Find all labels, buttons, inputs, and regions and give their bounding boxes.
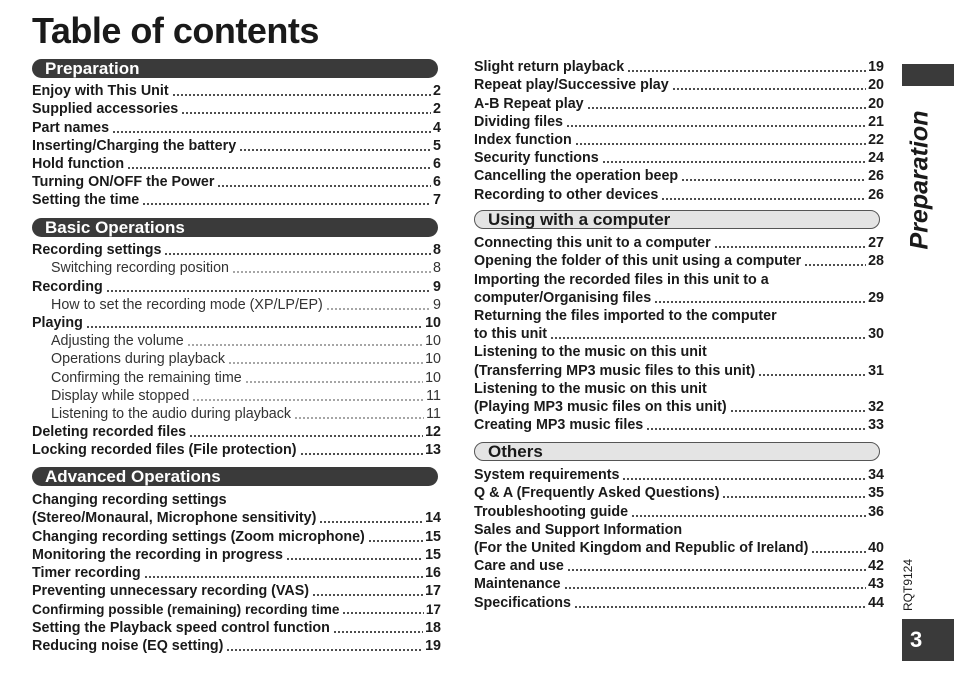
preparation-list: [32, 81, 441, 208]
side-section-label: Preparation: [905, 110, 934, 250]
toc-entry[interactable]: Supplied accessories 2: [32, 101, 441, 118]
toc-subentry[interactable]: Switching recording position 8: [51, 260, 441, 277]
toc-entry[interactable]: Slight return playback 19: [474, 59, 884, 76]
section-header-preparation: Preparation: [32, 59, 438, 78]
toc-subentry[interactable]: How to set the recording mode (XP/LP/EP) 9: [51, 296, 441, 313]
toc-entry[interactable]: Changing recording settings (Zoom microphone) 15: [32, 528, 441, 545]
toc-subentry[interactable]: Confirming the remaining time 10: [51, 369, 441, 386]
toc-entry[interactable]: A-B Repeat play 20: [474, 95, 884, 112]
document-code: RQT9124: [901, 558, 915, 612]
toc-entry[interactable]: Troubleshooting guide 36: [474, 503, 884, 520]
toc-entry[interactable]: System requirements 34: [474, 467, 884, 484]
basic-operations-list: [32, 240, 441, 458]
toc-entry[interactable]: Recording 9: [32, 278, 441, 295]
toc-entry[interactable]: to this unit 30: [474, 326, 884, 343]
toc-entry-heading: Listening to the music on this unit: [474, 380, 707, 397]
toc-subentry[interactable]: Listening to the audio during playback 11: [51, 405, 441, 422]
advanced-operations-list: [32, 490, 441, 654]
toc-entry[interactable]: computer/Organising files 29: [474, 289, 884, 306]
toc-entry[interactable]: (Playing MP3 music files on this unit) 32: [474, 398, 884, 415]
playback-list: [474, 57, 884, 203]
toc-entry[interactable]: Security functions 24: [474, 150, 884, 167]
toc-entry[interactable]: Preventing unnecessary recording (VAS) 17: [32, 583, 441, 600]
toc-entry[interactable]: Inserting/Charging the battery 5: [32, 137, 441, 154]
toc-entry-heading: Changing recording settings: [32, 492, 227, 509]
toc-subentry[interactable]: Adjusting the volume 10: [51, 333, 441, 350]
toc-entry[interactable]: Deleting recorded files 12: [32, 424, 441, 441]
toc-entry[interactable]: Reducing noise (EQ setting) 19: [32, 637, 441, 654]
toc-entry[interactable]: Dividing files 21: [474, 113, 884, 130]
toc-entry[interactable]: Setting the Playback speed control function 18: [32, 619, 441, 636]
toc-entry[interactable]: Timer recording 16: [32, 564, 441, 581]
toc-entry[interactable]: Opening the folder of this unit using a computer 28: [474, 253, 884, 270]
others-list: [474, 465, 884, 611]
toc-entry-heading: Returning the files imported to the computer: [474, 307, 777, 324]
toc-entry[interactable]: Recording settings 8: [32, 242, 441, 259]
toc-entry[interactable]: Part names 4: [32, 119, 441, 136]
toc-entry[interactable]: Repeat play/Successive play 20: [474, 77, 884, 94]
toc-subentry[interactable]: Operations during playback 10: [51, 351, 441, 368]
toc-entry-heading: Listening to the music on this unit: [474, 344, 707, 361]
toc-entry-heading: Sales and Support Information: [474, 521, 683, 538]
toc-entry[interactable]: Hold function 6: [32, 155, 441, 172]
toc-entry[interactable]: Maintenance 43: [474, 576, 884, 593]
toc-entry[interactable]: (Transferring MP3 music files to this unit) 31: [474, 362, 884, 379]
side-tab-marker: [902, 64, 954, 86]
toc-entry[interactable]: Index function 22: [474, 131, 884, 148]
toc-entry[interactable]: Locking recorded files (File protection) 13: [32, 442, 441, 459]
toc-entry[interactable]: Recording to other devices 26: [474, 186, 884, 203]
section-header-others: Others: [474, 442, 880, 461]
toc-entry[interactable]: Care and use 42: [474, 558, 884, 575]
toc-subentry[interactable]: Display while stopped 11: [51, 387, 441, 404]
toc-entry[interactable]: Confirming possible (remaining) recording time 17: [32, 602, 441, 618]
page-number-tab: [902, 619, 954, 661]
toc-entry[interactable]: Monitoring the recording in progress 15: [32, 546, 441, 563]
section-header-basic-operations: Basic Operations: [32, 218, 438, 237]
toc-entry[interactable]: Playing 10: [32, 314, 441, 331]
toc-entry[interactable]: (Stereo/Monaural, Microphone sensitivity) 14: [32, 510, 441, 527]
toc-entry[interactable]: Specifications 44: [474, 594, 884, 611]
toc-entry[interactable]: Enjoy with This Unit 2: [32, 83, 441, 100]
toc-entry[interactable]: Cancelling the operation beep 26: [474, 168, 884, 185]
toc-entry-heading: Importing the recorded files in this unit to a: [474, 271, 769, 288]
toc-entry[interactable]: Creating MP3 music files 33: [474, 417, 884, 434]
toc-entry[interactable]: Connecting this unit to a computer 27: [474, 235, 884, 252]
computer-list: [474, 233, 884, 433]
section-header-using-with-computer: Using with a computer: [474, 210, 880, 229]
toc-entry[interactable]: Turning ON/OFF the Power 6: [32, 174, 441, 191]
toc-entry[interactable]: Setting the time 7: [32, 192, 441, 209]
toc-entry[interactable]: (For the United Kingdom and Republic of Ireland) 40: [474, 539, 884, 556]
page-title: Table of contents: [32, 10, 319, 51]
toc-entry[interactable]: Q & A (Frequently Asked Questions) 35: [474, 485, 884, 502]
page-number: 3: [910, 627, 923, 652]
section-header-advanced-operations: Advanced Operations: [32, 467, 438, 486]
